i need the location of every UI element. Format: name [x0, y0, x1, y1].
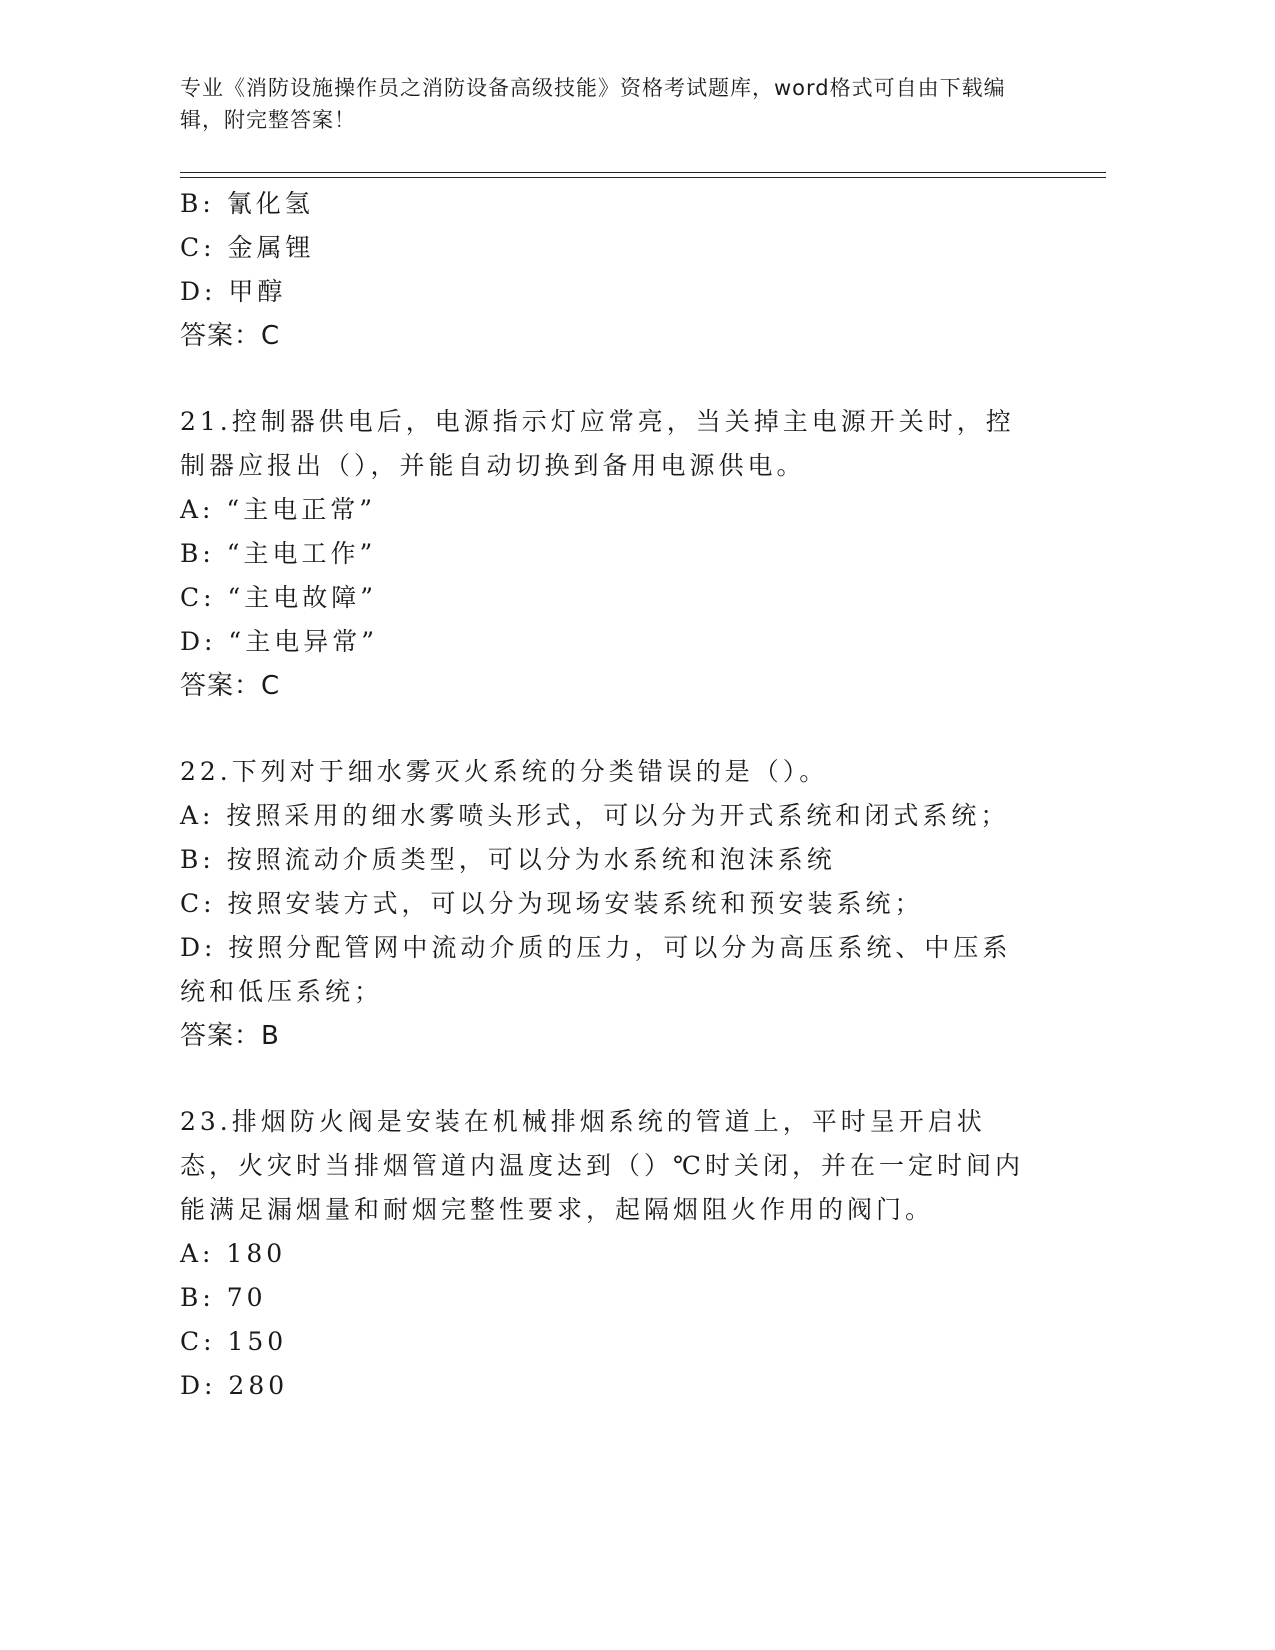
option-d: D: 甲醇 [180, 277, 287, 306]
option-b: B: 按照流动介质类型，可以分为水系统和泡沫系统 [180, 845, 836, 874]
question-stem: 22.下列对于细水雾灭火系统的分类错误的是（）。 [180, 757, 829, 786]
spacer [180, 1058, 1040, 1100]
option-c: C: “主电故障” [180, 583, 378, 612]
option-b: B: “主电工作” [180, 539, 377, 568]
option-c: C: 按照安装方式，可以分为现场安装系统和预安装系统； [180, 889, 924, 918]
option-d: D: 按照分配管网中流动介质的压力，可以分为高压系统、中压系统和低压系统； [180, 933, 1012, 1006]
question-23 [180, 1100, 1040, 1408]
spacer [180, 708, 1040, 750]
option-c: C: 金属锂 [180, 233, 315, 262]
header-rule-top [180, 172, 1106, 173]
option-b: B: 70 [180, 1283, 267, 1312]
question-22 [180, 750, 1040, 1058]
header-rule-bottom [180, 177, 1106, 178]
answer: 答案：B [180, 1021, 280, 1051]
option-a: A: “主电正常” [180, 495, 376, 524]
option-a: A: 按照采用的细水雾喷头形式，可以分为开式系统和闭式系统； [180, 801, 1010, 830]
answer: 答案：C [180, 321, 281, 351]
question-20-tail [180, 182, 1040, 358]
spacer [180, 358, 1040, 400]
option-a: A: 180 [180, 1239, 287, 1268]
option-d: D: “主电异常” [180, 627, 378, 656]
option-d: D: 280 [180, 1371, 289, 1400]
question-21 [180, 400, 1040, 708]
answer: 答案：C [180, 671, 281, 701]
question-content [180, 182, 1040, 1408]
option-b: B: 氰化氢 [180, 189, 314, 218]
question-stem: 23.排烟防火阀是安装在机械排烟系统的管道上，平时呈开启状态，火灾时当排烟管道内温度达到（）℃时关闭，并在一定时间内能满足漏烟量和耐烟完整性要求，起隔烟阻火作用的阀门。 [180, 1107, 1024, 1224]
option-c: C: 150 [180, 1327, 288, 1356]
document-header: 专业《消防设施操作员之消防设备高级技能》资格考试题库，word格式可自由下载编辑，附完整答案！ [180, 76, 1006, 132]
question-stem: 21.控制器供电后，电源指示灯应常亮，当关掉主电源开关时，控制器应报出（），并能自动切换到备用电源供电。 [180, 407, 1015, 480]
